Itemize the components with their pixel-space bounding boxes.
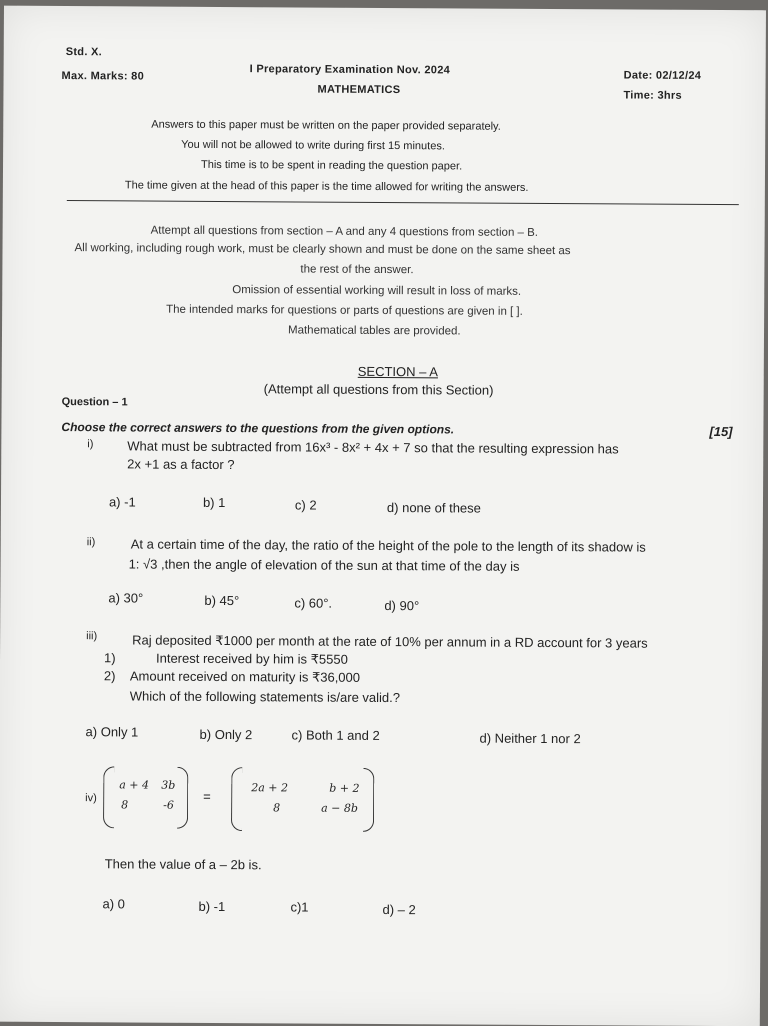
divider — [67, 200, 739, 205]
rule-line: The time given at the head of this paper is the time allowed for writing the answers. — [124, 179, 529, 194]
subject-title: MATHEMATICS — [317, 83, 401, 97]
instruction-line: Attempt all questions from section – A and any 4 questions from section – B. — [150, 224, 539, 239]
instruction-line: Omission of essential working will result in loss of marks. — [232, 284, 522, 298]
question-marks: [15] — [709, 423, 733, 440]
instruction-line: the rest of the answer. — [300, 263, 414, 277]
statement-number: 2) — [103, 668, 116, 684]
matrix-entry: 3b — [161, 778, 176, 792]
option: b) 45° — [204, 592, 240, 609]
statement-text: Interest received by him is ₹5550 — [155, 650, 348, 667]
subq-number: iv) — [85, 792, 97, 805]
subq-text: Raj deposited ₹1000 per month at the rate of 10% per annum in a RD account for 3 years — [132, 632, 648, 651]
option: b) -1 — [198, 898, 226, 915]
option: d) Neither 1 nor 2 — [479, 730, 581, 747]
option: b) Only 2 — [199, 726, 253, 743]
option: a) Only 1 — [85, 724, 139, 740]
option: c) Both 1 and 2 — [291, 727, 380, 743]
max-marks: Max. Marks: 80 — [61, 70, 145, 83]
option: c) 2 — [294, 497, 317, 513]
matrix-entry: a + 4 — [119, 778, 150, 792]
matrix-bracket-right — [363, 768, 374, 832]
subq-text: Which of the following statements is/are valid.? — [129, 688, 401, 706]
matrix-entry: 8 — [121, 798, 129, 812]
option: b) 1 — [202, 494, 226, 511]
option: c)1 — [290, 899, 309, 915]
matrix-entry: 8 — [273, 801, 281, 815]
subq-text: Then the value of a – 2b is. — [104, 856, 262, 873]
option: c) 60°. — [294, 595, 333, 611]
matrix-bracket-left — [231, 767, 242, 831]
matrix-entry: -6 — [163, 798, 174, 812]
subq-number: ii) — [86, 536, 96, 549]
matrix-entry: a − 8b — [321, 801, 358, 815]
equals-sign: = — [203, 788, 211, 804]
rule-line: You will not be allowed to write during first 15 minutes. — [181, 138, 445, 153]
option: d) – 2 — [382, 902, 416, 918]
instruction-line: All working, including rough work, must be clearly shown and must be done on the same sheet as — [74, 242, 571, 258]
option: d) 90° — [384, 598, 420, 614]
subq-text: 1: √3 ,then the angle of elevation of the sun at that time of the day is — [128, 556, 520, 574]
subq-number: iii) — [86, 630, 98, 643]
std-label: Std. X. — [65, 46, 103, 59]
matrix-bracket-left — [103, 766, 114, 828]
rule-line: This time is to be spent in reading the question paper. — [201, 158, 463, 173]
instruction-line: Mathematical tables are provided. — [287, 324, 461, 338]
option: a) -1 — [108, 494, 136, 510]
option: d) none of these — [386, 500, 481, 516]
exam-time: Time: 3hrs — [623, 89, 682, 102]
option: a) 30° — [108, 590, 144, 606]
statement-number: 1) — [103, 650, 116, 666]
matrix-entry: 2a + 2 — [251, 781, 289, 795]
question-direction: Choose the correct answers to the questions from the given options. — [61, 420, 455, 437]
exam-title: I Preparatory Examination Nov. 2024 — [249, 63, 451, 77]
subq-text: 2x +1 as a factor ? — [127, 456, 235, 473]
subq-text: At a certain time of the day, the ratio of the height of the pole to the length of its shadow is — [130, 536, 646, 555]
matrix-bracket-right — [177, 767, 188, 829]
subq-number: i) — [87, 438, 94, 451]
question-label: Question – 1 — [61, 396, 128, 409]
exam-paper — [0, 6, 766, 1026]
rule-line: Answers to this paper must be written on the paper provided separately. — [151, 118, 501, 133]
instruction-line: The intended marks for questions or parts of questions are given in [ ]. — [166, 303, 523, 318]
option: a) 0 — [102, 896, 125, 912]
section-title: SECTION – A — [357, 363, 439, 380]
matrix-entry: b + 2 — [329, 781, 360, 795]
subq-text: What must be subtracted from 16x³ - 8x² + 4x + 7 so that the resulting expression has — [127, 438, 619, 457]
statement-text: Amount received on maturity is ₹36,000 — [129, 668, 361, 685]
exam-date: Date: 02/12/24 — [623, 69, 702, 82]
section-subtitle: (Attempt all questions from this Section) — [263, 381, 494, 398]
